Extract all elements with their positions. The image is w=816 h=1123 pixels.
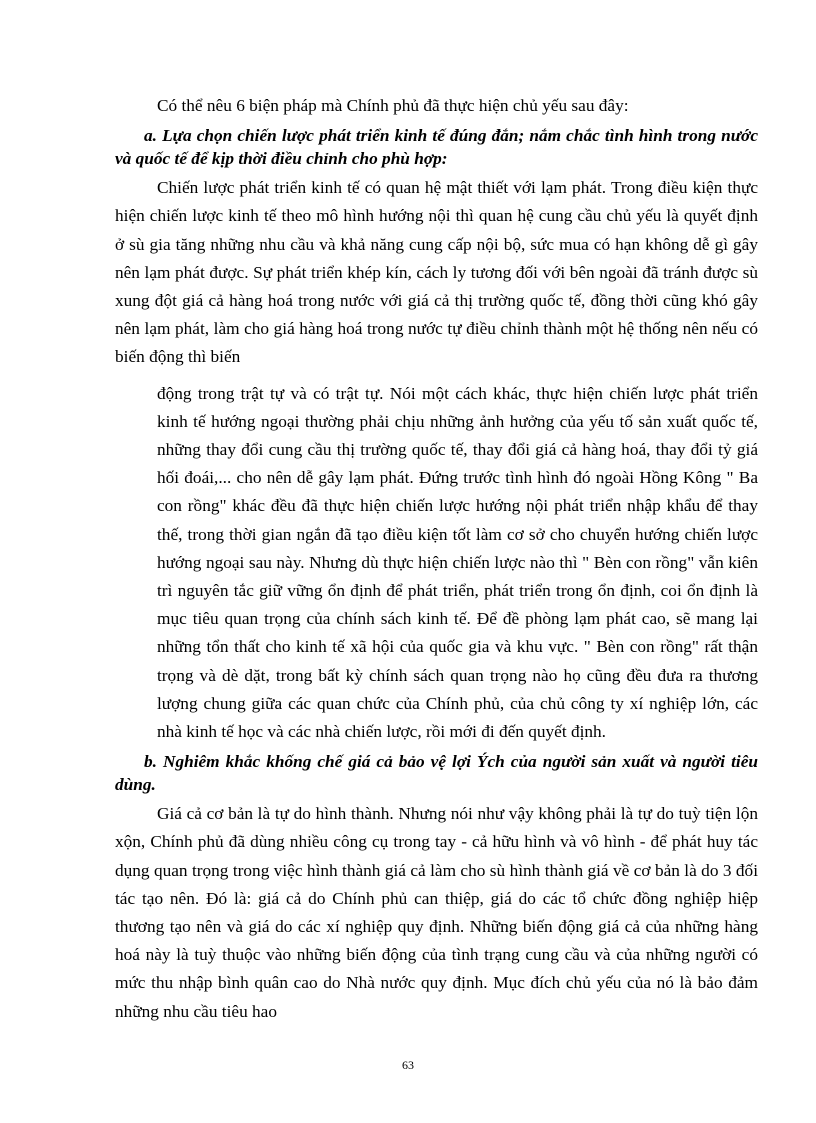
- page-number: 63: [402, 1058, 414, 1072]
- section-b-heading: b. Nghiêm khắc khống chế giá cả bảo vệ lợi Ých của người sản xuất và người tiêu dùng.: [115, 752, 758, 795]
- page-body: [115, 92, 758, 1026]
- section-b-paragraph-1: Giá cả cơ bản là tự do hình thành. Nhưng nói như vậy không phải là tự do tuỳ tiện lộn xộn, Chính phủ đã dùng nhiều công cụ trong tay - cả hữu hình và vô hình - để phát huy tác dụng quan trọng trong việc hình thành giá cả làm cho sù hình thành giá về cơ bản là do 3 đối tác tạo nên. Đó là: giá cả do Chính phủ can thiệp, giá do các tổ chức đồng nghiệp hiệp thương tạo nên và giá do các xí nghiệp quy định. Những biến động giá cả của những hàng hoá này là tuỳ thuộc vào những biến động của tình trạng cung cầu và của những người có mức thu nhập bình quân cao do Nhà nước quy định. Mục đích chủ yếu của nó là bảo đảm những nhu cầu tiêu hao: [115, 804, 758, 1021]
- intro-paragraph: Có thể nêu 6 biện pháp mà Chính phủ đã thực hiện chủ yếu sau đây:: [157, 96, 629, 115]
- section-a-heading: a. Lựa chọn chiến lược phát triển kinh tế đúng đắn; nắm chắc tình hình trong nước và quốc tế để kịp thời điều chỉnh cho phù hợp:: [115, 126, 758, 169]
- section-a-paragraph-2: động trong trật tự và có trật tự. Nói một cách khác, thực hiện chiến lược phát triển kinh tế hướng ngoại thường phải chịu những ảnh hưởng của yếu tố sản xuất quốc tế, những thay đổi cung cầu thị trường quốc tế, thay đổi giá cả hàng hoá, thay đổi tỷ giá hối đoái,... cho nên dễ gây lạm phát. Đứng trước tình hình đó ngoài Hồng Kông " Ba con rồng" khác đều đã thực hiện chiến lược hướng nội phát triển nhập khẩu để thay thế, trong thời gian ngắn đã tạo điều kiện tốt làm cơ sở cho chuyển hướng chiến lược hướng ngoại sau này. Nhưng dù thực hiện chiến lược nào thì " Bèn con rồng" vẫn kiên trì nguyên tắc giữ vững ổn định để phát triển, phát triển trong ổn định, coi ổn định là mục tiêu quan trọng của chính sách kinh tế. Để đề phòng lạm phát cao, sẽ mang lại những tổn thất cho kinh tế xã hội của quốc gia và khu vực. " Bèn con rồng" rất thận trọng và dè dặt, trong bất kỳ chính sách quan trọng nào họ cũng đều đưa ra thương lượng chung giữa các quan chức của Chính phủ, của chủ công ty xí nghiệp lớn, các nhà kinh tế học và các nhà chiến lược, rồi mới đi đến quyết định.: [157, 383, 758, 742]
- section-a-paragraph-1: Chiến lược phát triển kinh tế có quan hệ mật thiết với lạm phát. Trong điều kiện thực hiện chiến lược kinh tế theo mô hình hướng nội thì quan hệ cung cầu chủ yếu là quyết định ở sù gia tăng những nhu cầu và khả năng cung cấp nội bộ, sức mua có hạn không dễ gì gây nên lạm phát được. Sự phát triển khép kín, cách ly tương đối với bên ngoài đã tránh được sù xung đột giá cả hàng hoá trong nước với giá cả thị trường quốc tế, đồng thời cũng khó gây nên lạm phát, làm cho giá hàng hoá trong nước tự điều chỉnh thành một hệ thống nên nếu có biến động thì biến: [115, 178, 758, 367]
